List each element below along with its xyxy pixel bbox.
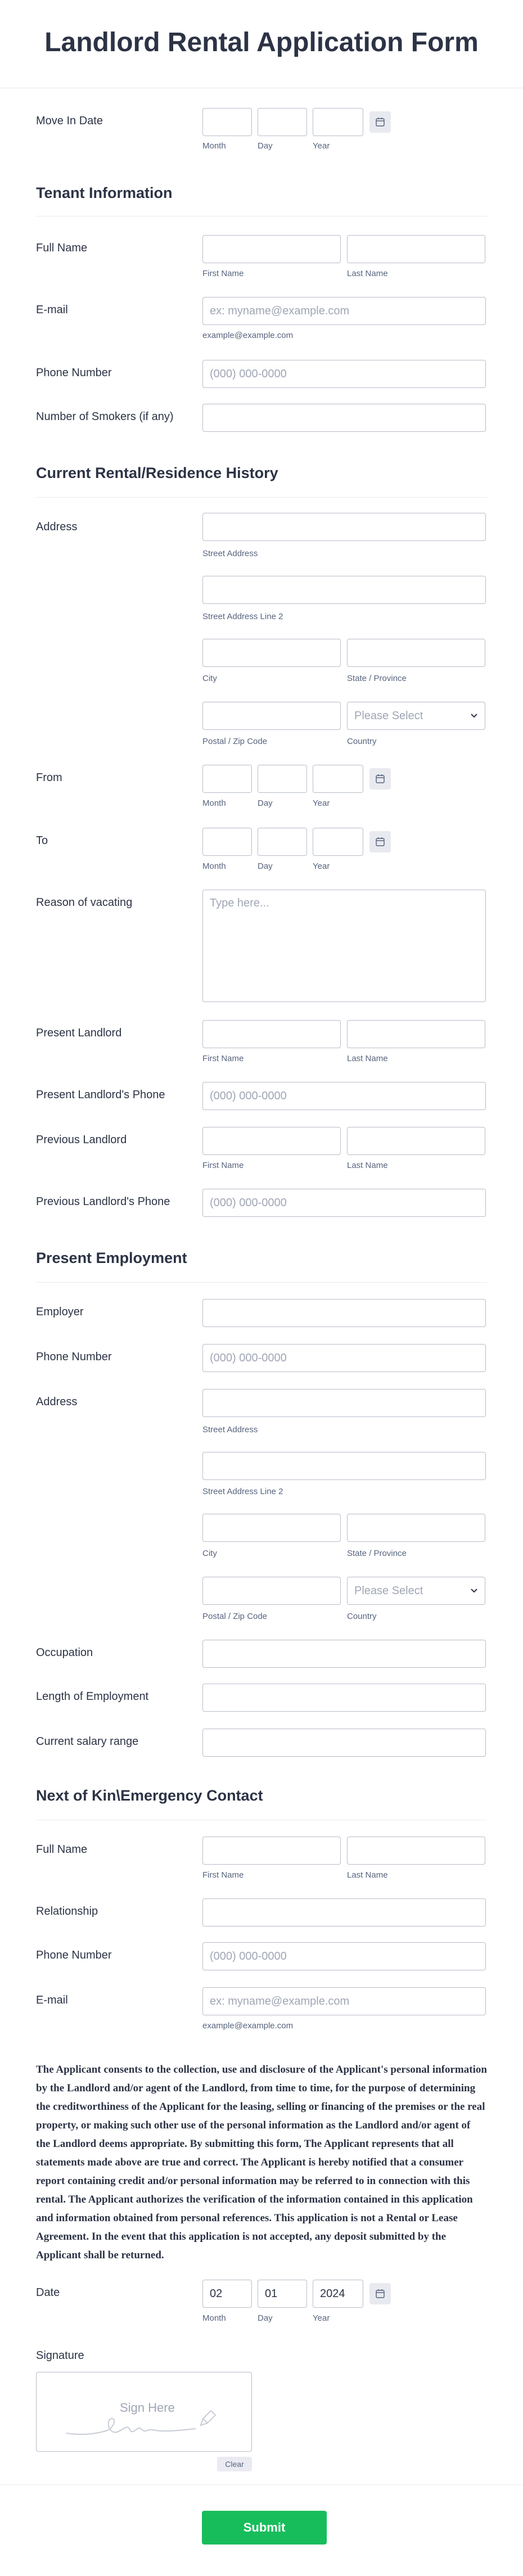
section-heading-employment: Present Employment	[36, 1249, 187, 1266]
section-heading-kin: Next of Kin\Emergency Contact	[36, 1787, 263, 1804]
kin-phone-input[interactable]	[202, 1942, 486, 1970]
day-sublabel: Day	[258, 141, 273, 151]
relationship-input[interactable]	[202, 1898, 486, 1927]
email-hint: example@example.com	[202, 2021, 294, 2031]
relationship-label: Relationship	[36, 1905, 98, 1918]
year-sublabel: Year	[313, 798, 330, 808]
clear-signature-button[interactable]: Clear	[217, 2457, 252, 2471]
present-landlord-last-input[interactable]	[347, 1020, 485, 1048]
email-label: E-mail	[36, 304, 68, 316]
month-sublabel: Month	[202, 141, 226, 151]
state-sublabel: State / Province	[347, 1549, 407, 1558]
email-input[interactable]	[202, 297, 486, 325]
phone-input[interactable]	[202, 360, 486, 388]
address-label: Address	[36, 521, 78, 533]
from-label: From	[36, 772, 62, 784]
last-name-sublabel: Last Name	[347, 1161, 388, 1170]
salary-range-input[interactable]	[202, 1729, 486, 1757]
submit-button[interactable]: Submit	[202, 2511, 327, 2545]
street-address-input[interactable]	[202, 513, 486, 541]
smokers-input[interactable]	[202, 404, 486, 432]
last-name-sublabel: Last Name	[347, 1054, 388, 1063]
city-input[interactable]	[202, 639, 341, 667]
employment-country-select[interactable]	[347, 1577, 485, 1605]
day-sublabel: Day	[258, 2313, 273, 2323]
present-landlord-phone-label: Present Landlord's Phone	[36, 1089, 165, 1101]
kin-first-name-input[interactable]	[202, 1837, 341, 1865]
first-name-sublabel: First Name	[202, 1054, 244, 1063]
postal-sublabel: Postal / Zip Code	[202, 737, 268, 746]
from-year-input[interactable]	[313, 765, 363, 793]
day-sublabel: Day	[258, 798, 273, 808]
kin-email-input[interactable]	[202, 1987, 486, 2015]
email-hint: example@example.com	[202, 331, 294, 340]
date-label: Date	[36, 2286, 60, 2299]
from-month-input[interactable]	[202, 765, 252, 793]
reason-vacating-textarea[interactable]	[202, 890, 486, 1002]
full-name-label: Full Name	[36, 242, 88, 254]
chevron-down-icon	[470, 1588, 478, 1594]
city-sublabel: City	[202, 674, 217, 683]
calendar-icon[interactable]	[369, 2283, 391, 2304]
page-title: Landlord Rental Application Form	[44, 28, 479, 57]
country-select[interactable]	[347, 702, 485, 730]
street-address-sublabel: Street Address	[202, 549, 258, 558]
year-sublabel: Year	[313, 2313, 330, 2323]
employment-address-label: Address	[36, 1396, 78, 1408]
occupation-input[interactable]	[202, 1640, 486, 1668]
calendar-icon[interactable]	[369, 831, 391, 852]
section-divider	[36, 1282, 487, 1283]
kin-phone-label: Phone Number	[36, 1949, 112, 1961]
present-landlord-label: Present Landlord	[36, 1027, 122, 1039]
move-in-day-input[interactable]	[258, 108, 307, 136]
month-sublabel: Month	[202, 2313, 226, 2323]
last-name-input[interactable]	[347, 235, 485, 263]
to-month-input[interactable]	[202, 828, 252, 856]
date-day-input[interactable]	[258, 2280, 307, 2308]
year-sublabel: Year	[313, 861, 330, 871]
street-address-2-input[interactable]	[202, 576, 486, 604]
employment-postal-input[interactable]	[202, 1577, 341, 1605]
employment-state-input[interactable]	[347, 1514, 485, 1542]
city-sublabel: City	[202, 1549, 217, 1558]
signature-placeholder: Sign Here	[120, 2401, 175, 2415]
move-in-date-label: Move In Date	[36, 115, 103, 127]
signature-label: Signature	[36, 2349, 84, 2362]
previous-landlord-last-input[interactable]	[347, 1127, 485, 1155]
previous-landlord-phone-input[interactable]	[202, 1189, 486, 1217]
country-sublabel: Country	[347, 1612, 377, 1621]
signature-scribble-icon	[64, 2406, 232, 2440]
employment-street-input[interactable]	[202, 1389, 486, 1417]
footer-divider	[0, 2484, 523, 2485]
street-address-sublabel: Street Address	[202, 1425, 258, 1434]
move-in-month-input[interactable]	[202, 108, 252, 136]
country-select-value: Please Select	[354, 709, 423, 722]
last-name-sublabel: Last Name	[347, 269, 388, 278]
postal-sublabel: Postal / Zip Code	[202, 1612, 268, 1621]
salary-range-label: Current salary range	[36, 1735, 139, 1748]
first-name-sublabel: First Name	[202, 1870, 244, 1880]
first-name-sublabel: First Name	[202, 269, 244, 278]
employment-city-input[interactable]	[202, 1514, 341, 1542]
state-input[interactable]	[347, 639, 485, 667]
section-divider	[36, 497, 487, 498]
country-select-value: Please Select	[354, 1584, 423, 1597]
section-heading-residence: Current Rental/Residence History	[36, 464, 278, 481]
date-year-input[interactable]	[313, 2280, 363, 2308]
previous-landlord-first-input[interactable]	[202, 1127, 341, 1155]
phone-number-label: Phone Number	[36, 367, 112, 379]
consent-paragraph: The Applicant consents to the collection, use and disclosure of the Applicant's personal information by the Landlord and/or agent of the Landlord, from time to time, for the purpose of determining the creditworthiness of the Applicant for the leasing, selling or financing of the premises or the real property, or making such other use of the personal information as the Landlord and/or agent of the Landlord deems appropriate. By submitting this form, The Applicant represents that all statements made above are true and correct. The Applicant is hereby notified that a consumer report containing credit and/or personal information may be referred to in connection with this rental. The Applicant authorizes the verification of the information contained in this application and information obtained from personal references. This application is not a Rental or Lease Agreement. In the event that this application is not accepted, any deposit submitted by the Applicant shall be returned.	[36, 2064, 487, 2261]
kin-full-name-label: Full Name	[36, 1843, 88, 1856]
employer-label: Employer	[36, 1306, 84, 1318]
present-landlord-first-input[interactable]	[202, 1020, 341, 1048]
previous-landlord-label: Previous Landlord	[36, 1134, 127, 1146]
street-address-2-sublabel: Street Address Line 2	[202, 612, 283, 621]
reason-vacating-label: Reason of vacating	[36, 896, 133, 909]
section-heading-tenant: Tenant Information	[36, 184, 173, 201]
postal-input[interactable]	[202, 702, 341, 730]
state-sublabel: State / Province	[347, 674, 407, 683]
employment-phone-label: Phone Number	[36, 1351, 112, 1363]
street-address-2-sublabel: Street Address Line 2	[202, 1487, 283, 1496]
to-day-input[interactable]	[258, 828, 307, 856]
kin-email-label: E-mail	[36, 1994, 68, 2006]
first-name-input[interactable]	[202, 235, 341, 263]
length-employment-input[interactable]	[202, 1684, 486, 1712]
previous-landlord-phone-label: Previous Landlord's Phone	[36, 1195, 170, 1208]
first-name-sublabel: First Name	[202, 1161, 244, 1170]
month-sublabel: Month	[202, 798, 226, 808]
employment-phone-input[interactable]	[202, 1344, 486, 1372]
signature-pad[interactable]	[36, 2372, 252, 2452]
to-label: To	[36, 834, 48, 847]
from-day-input[interactable]	[258, 765, 307, 793]
move-in-year-input[interactable]	[313, 108, 363, 136]
calendar-icon[interactable]	[369, 768, 391, 790]
date-month-input[interactable]	[202, 2280, 252, 2308]
kin-last-name-input[interactable]	[347, 1837, 485, 1865]
employment-street-2-input[interactable]	[202, 1452, 486, 1480]
month-sublabel: Month	[202, 861, 226, 871]
last-name-sublabel: Last Name	[347, 1870, 388, 1880]
year-sublabel: Year	[313, 141, 330, 151]
smokers-label: Number of Smokers (if any)	[36, 410, 174, 423]
chevron-down-icon	[470, 713, 478, 719]
present-landlord-phone-input[interactable]	[202, 1082, 486, 1110]
to-year-input[interactable]	[313, 828, 363, 856]
calendar-icon[interactable]	[369, 111, 391, 133]
employer-input[interactable]	[202, 1299, 486, 1327]
country-sublabel: Country	[347, 737, 377, 746]
length-employment-label: Length of Employment	[36, 1690, 149, 1703]
day-sublabel: Day	[258, 861, 273, 871]
occupation-label: Occupation	[36, 1646, 93, 1659]
